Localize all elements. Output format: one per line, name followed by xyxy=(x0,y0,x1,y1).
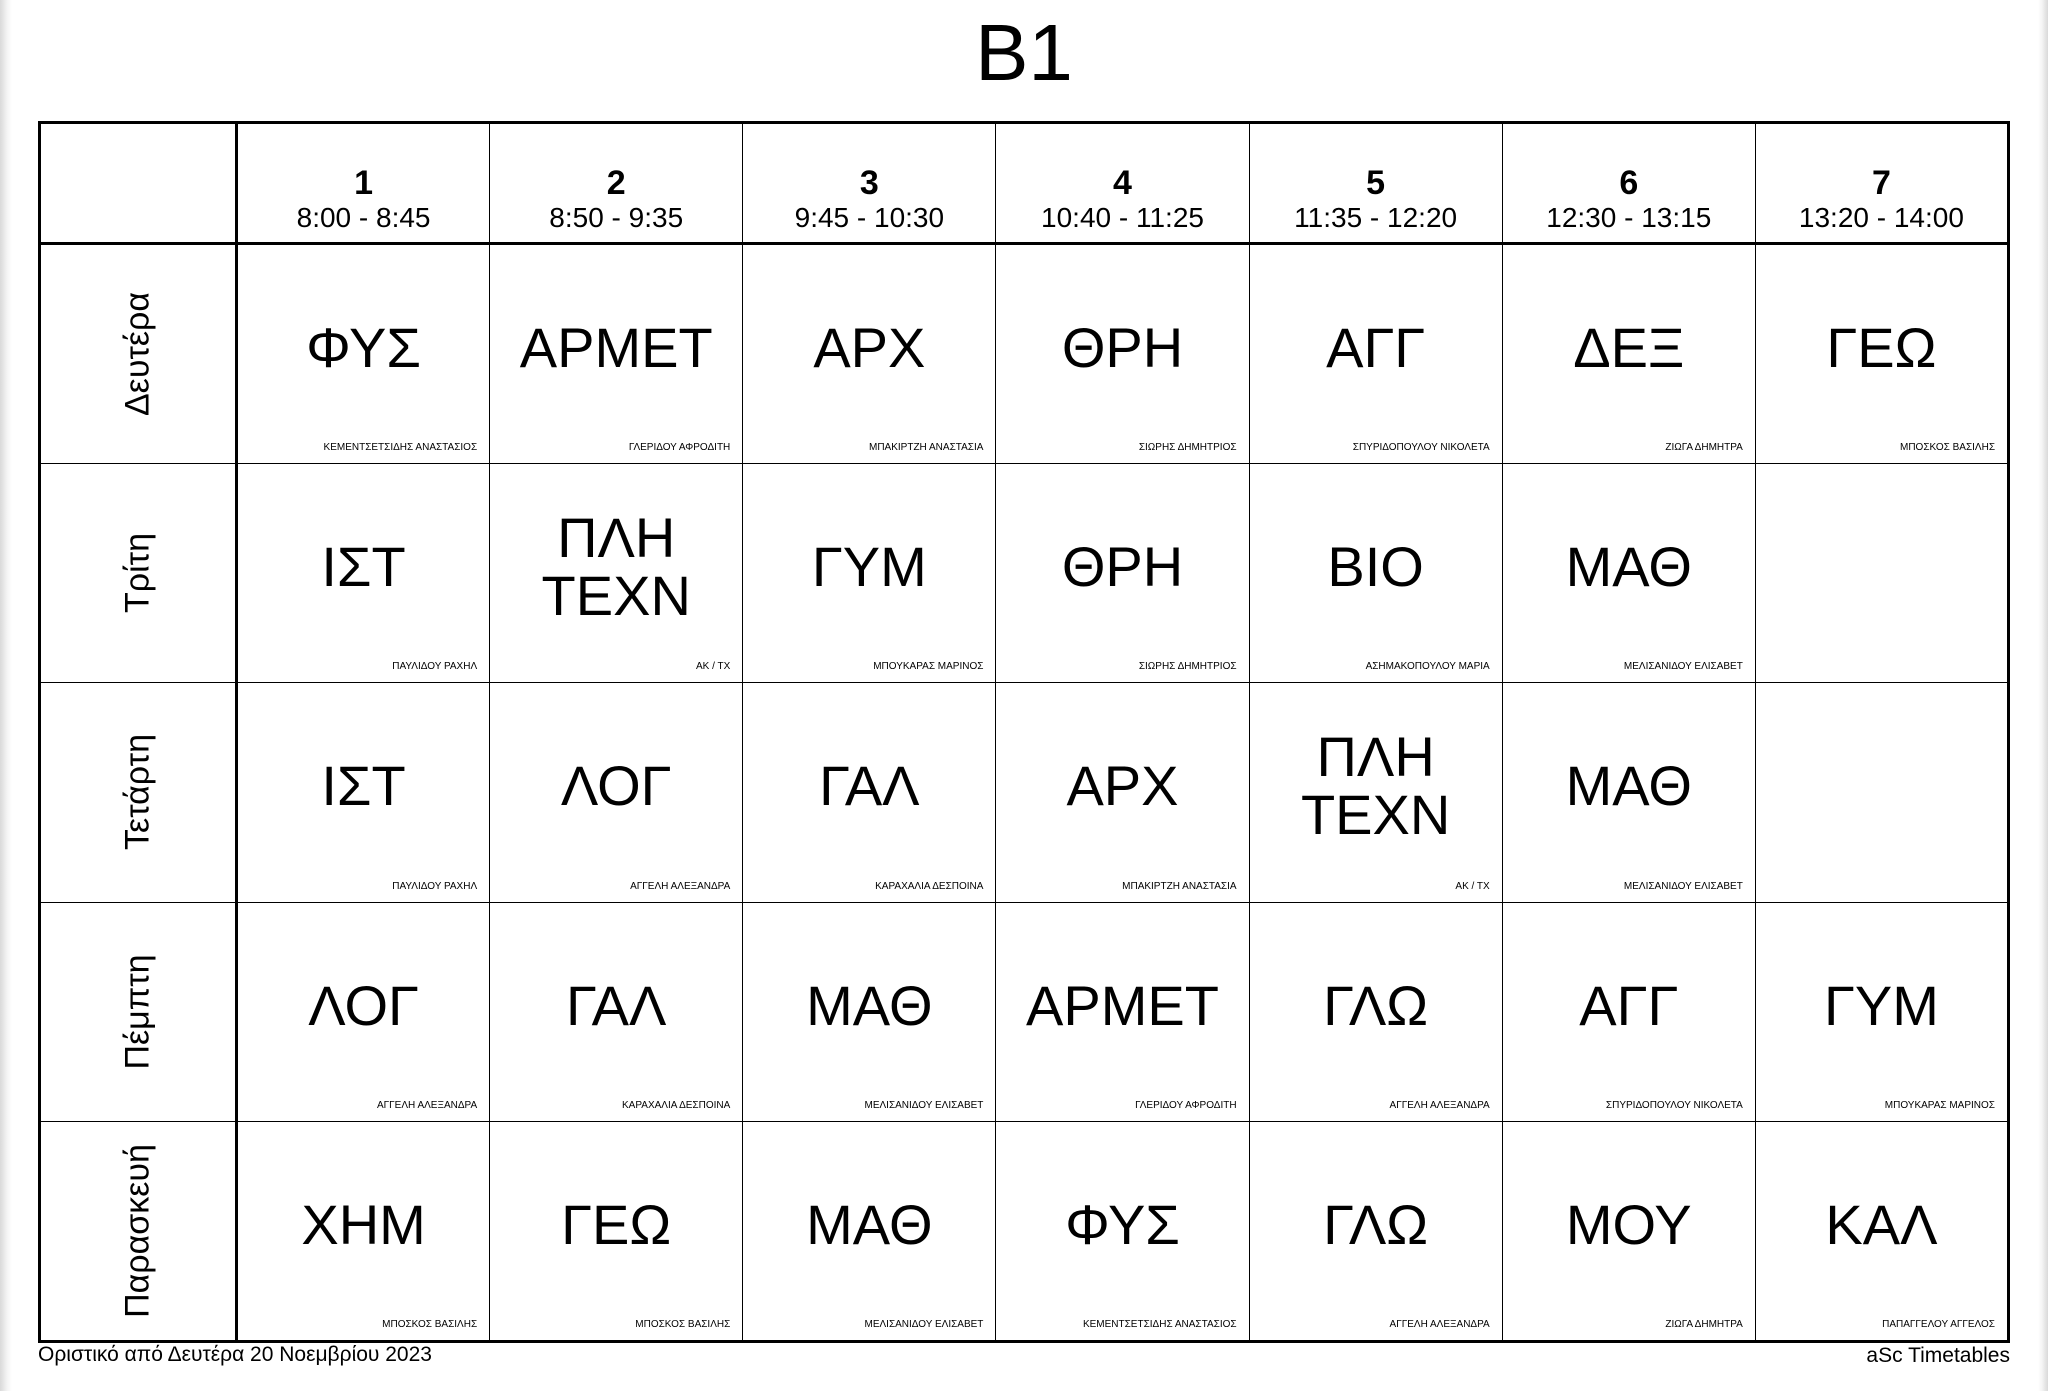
generator-credit: aSc Timetables xyxy=(1866,1344,2010,1367)
day-row-friday xyxy=(40,1121,2009,1341)
subject-code: ΦΥΣ xyxy=(1065,1192,1180,1256)
lesson-cell xyxy=(1249,1121,1502,1341)
teacher-name: ΜΠΟΣΚΟΣ ΒΑΣΙΛΗΣ xyxy=(1900,442,1995,454)
day-row-wednesday xyxy=(40,683,2009,902)
period-time: 12:30 - 13:15 xyxy=(1546,202,1712,233)
period-header-5 xyxy=(1249,123,1502,244)
teacher-name: ΑΚ / ΤΧ xyxy=(696,661,731,673)
subject-code: ΔΕΞ xyxy=(1573,316,1685,380)
subject-code: ΦΥΣ xyxy=(306,316,421,380)
validity-note: Οριστικό από Δευτέρα 20 Νοεμβρίου 2023 xyxy=(38,1343,432,1366)
teacher-name: ΑΓΓΕΛΗ ΑΛΕΞΑΝΔΡΑ xyxy=(630,880,731,892)
lesson-cell xyxy=(996,1121,1249,1341)
period-header-row xyxy=(40,123,2009,244)
day-label: Δευτέρα xyxy=(118,292,157,417)
period-time: 9:45 - 10:30 xyxy=(794,202,945,233)
subject-code: ΑΓΓ xyxy=(1326,316,1426,380)
subject-code: ΠΛΗ ΤΕΧΝ xyxy=(541,506,691,628)
period-time: 10:40 - 11:25 xyxy=(1041,202,1204,233)
teacher-name: ΠΑΥΛΙΔΟΥ ΡΑΧΗΛ xyxy=(392,661,478,673)
subject-code: ΛΟΓ xyxy=(308,973,419,1037)
subject-code: ΓΑΛ xyxy=(565,973,667,1037)
teacher-name: ΚΑΡΑΧΑΛΙΑ ΔΕΣΠΟΙΝΑ xyxy=(622,1099,731,1111)
lesson-cell xyxy=(743,683,996,902)
lesson-cell xyxy=(1755,902,2008,1121)
period-number: 4 xyxy=(1113,164,1132,202)
day-label-cell xyxy=(40,244,237,464)
teacher-name: ΓΛΕΡΙΔΟΥ ΑΦΡΟΔΙΤΗ xyxy=(628,442,731,454)
teacher-name: ΣΠΥΡΙΔΟΠΟΥΛΟΥ ΝΙΚΟΛΕΤΑ xyxy=(1352,442,1490,454)
teacher-name: ΚΕΜΕΝΤΣΕΤΣΙΔΗΣ ΑΝΑΣΤΑΣΙΟΣ xyxy=(1082,1319,1237,1330)
lesson-cell xyxy=(996,902,1249,1121)
subject-code: ΑΓΓ xyxy=(1579,973,1679,1037)
period-header-2 xyxy=(490,123,743,244)
day-label: Παρασκευή xyxy=(118,1143,157,1318)
period-number: 6 xyxy=(1619,164,1639,202)
lesson-cell xyxy=(996,683,1249,902)
corner-cell xyxy=(40,123,237,244)
subject-code: ΠΛΗ ΤΕΧΝ xyxy=(1300,725,1451,847)
subject-code: ΓΥΜ xyxy=(811,535,927,599)
lesson-cell xyxy=(1502,244,1755,464)
period-time: 13:20 - 14:00 xyxy=(1798,202,1964,233)
day-label-cell xyxy=(40,1121,237,1341)
subject-code: ΓΛΩ xyxy=(1323,973,1429,1037)
period-number: 1 xyxy=(354,164,374,202)
subject-code: ΘΡΗ xyxy=(1061,535,1184,599)
lesson-cell xyxy=(237,1121,490,1341)
period-time: 8:00 - 8:45 xyxy=(296,202,431,233)
subject-code: ΜΑΘ xyxy=(806,1192,933,1256)
subject-code: ΧΗΜ xyxy=(301,1192,426,1256)
period-number: 2 xyxy=(606,164,626,202)
subject-code: ΑΡΜΕΤ xyxy=(519,316,713,380)
subject-code: ΑΡΧ xyxy=(1066,754,1179,818)
day-label-cell xyxy=(40,683,237,902)
lesson-cell xyxy=(1502,683,1755,902)
period-header-1 xyxy=(237,123,490,244)
teacher-name: ΚΑΡΑΧΑΛΙΑ ΔΕΣΠΟΙΝΑ xyxy=(875,880,984,892)
teacher-name: ΜΕΛΙΣΑΝΙΔΟΥ ΕΛΙΣΑΒΕΤ xyxy=(864,1319,984,1330)
subject-code: ΜΑΘ xyxy=(806,973,933,1037)
lesson-cell xyxy=(743,902,996,1121)
teacher-name: ΑΣΗΜΑΚΟΠΟΥΛΟΥ ΜΑΡΙΑ xyxy=(1365,661,1490,673)
day-label-cell xyxy=(40,464,237,683)
lesson-cell xyxy=(996,244,1249,464)
lesson-cell xyxy=(1502,1121,1755,1341)
page-title: B1 xyxy=(975,8,1073,97)
day-label: Τρίτη xyxy=(118,533,157,614)
lesson-cell xyxy=(1502,464,1755,683)
lesson-cell xyxy=(237,902,490,1121)
subject-code: ΘΡΗ xyxy=(1061,316,1184,380)
lesson-cell xyxy=(237,683,490,902)
day-label-cell xyxy=(40,902,237,1121)
lesson-cell xyxy=(1249,464,1502,683)
teacher-name: ΣΙΩΡΗΣ ΔΗΜΗΤΡΙΟΣ xyxy=(1138,442,1237,454)
teacher-name: ΖΙΩΓΑ ΔΗΜΗΤΡΑ xyxy=(1665,442,1743,454)
subject-code: ΓΛΩ xyxy=(1323,1192,1429,1256)
lesson-cell xyxy=(743,1121,996,1341)
teacher-name: ΚΕΜΕΝΤΣΕΤΣΙΔΗΣ ΑΝΑΣΤΑΣΙΟΣ xyxy=(323,442,478,454)
period-number: 5 xyxy=(1366,164,1386,202)
teacher-name: ΑΓΓΕΛΗ ΑΛΕΞΑΝΔΡΑ xyxy=(1389,1099,1490,1111)
lesson-cell xyxy=(1502,902,1755,1121)
period-number: 3 xyxy=(859,164,879,202)
teacher-name: ΜΠΟΣΚΟΣ ΒΑΣΙΛΗΣ xyxy=(382,1319,478,1330)
subject-code: ΑΡΜΕΤ xyxy=(1026,973,1219,1037)
teacher-name: ΑΓΓΕΛΗ ΑΛΕΞΑΝΔΡΑ xyxy=(376,1099,478,1111)
period-time: 8:50 - 9:35 xyxy=(549,202,684,233)
lesson-cell xyxy=(1249,902,1502,1121)
period-header-3 xyxy=(743,123,996,244)
subject-code: ΜΑΘ xyxy=(1565,535,1692,599)
teacher-name: ΖΙΩΓΑ ΔΗΜΗΤΡΑ xyxy=(1665,1319,1743,1330)
subject-code: ΓΑΛ xyxy=(819,754,920,818)
subject-code: ΑΡΧ xyxy=(813,316,926,380)
subject-code: ΙΣΤ xyxy=(321,535,406,599)
subject-code: ΛΟΓ xyxy=(560,754,672,818)
lesson-cell xyxy=(237,464,490,683)
lesson-cell-empty xyxy=(1755,683,2008,902)
day-label: Τετάρτη xyxy=(118,734,157,851)
lesson-cell xyxy=(490,683,743,902)
page-edge-right xyxy=(2038,0,2048,1391)
lesson-cell xyxy=(237,244,490,464)
teacher-name: ΜΠΑΚΙΡΤΖΗ ΑΝΑΣΤΑΣΙΑ xyxy=(1122,880,1237,892)
lesson-cell xyxy=(490,902,743,1121)
teacher-name: ΑΓΓΕΛΗ ΑΛΕΞΑΝΔΡΑ xyxy=(1389,1319,1490,1330)
teacher-name: ΣΙΩΡΗΣ ΔΗΜΗΤΡΙΟΣ xyxy=(1138,661,1237,673)
subject-code: ΙΣΤ xyxy=(321,754,406,818)
period-number: 7 xyxy=(1871,164,1891,202)
teacher-name: ΜΠΟΥΚΑΡΑΣ ΜΑΡΙΝΟΣ xyxy=(1884,1099,1995,1111)
subject-code: ΜΟΥ xyxy=(1565,1192,1692,1256)
subject-code: ΓΥΜ xyxy=(1824,973,1939,1037)
period-header-7 xyxy=(1755,123,2008,244)
teacher-name: ΣΠΥΡΙΔΟΠΟΥΛΟΥ ΝΙΚΟΛΕΤΑ xyxy=(1605,1099,1743,1111)
teacher-name: ΜΠΟΥΚΑΡΑΣ ΜΑΡΙΝΟΣ xyxy=(873,661,984,673)
teacher-name: ΜΕΛΙΣΑΝΙΔΟΥ ΕΛΙΣΑΒΕΤ xyxy=(864,1099,984,1111)
period-header-4 xyxy=(996,123,1249,244)
lesson-cell xyxy=(490,1121,743,1341)
day-row-thursday xyxy=(40,902,2009,1121)
lesson-cell xyxy=(996,464,1249,683)
subject-code: ΓΕΩ xyxy=(561,1192,672,1256)
period-header-6 xyxy=(1502,123,1755,244)
subject-code: ΜΑΘ xyxy=(1565,754,1692,818)
subject-code: ΚΑΛ xyxy=(1825,1192,1938,1256)
lesson-cell xyxy=(743,244,996,464)
page-edge-left xyxy=(0,0,12,1391)
teacher-name: ΜΠΑΚΙΡΤΖΗ ΑΝΑΣΤΑΣΙΑ xyxy=(869,442,984,454)
teacher-name: ΑΚ / ΤΧ xyxy=(1455,880,1490,892)
timetable-grid xyxy=(38,121,2010,1343)
period-time: 11:35 - 12:20 xyxy=(1294,202,1458,233)
day-label: Πέμπτη xyxy=(118,954,157,1070)
teacher-name: ΜΠΟΣΚΟΣ ΒΑΣΙΛΗΣ xyxy=(635,1319,731,1330)
day-row-tuesday xyxy=(40,464,2009,683)
lesson-cell xyxy=(1249,244,1502,464)
lesson-cell xyxy=(490,464,743,683)
lesson-cell xyxy=(490,244,743,464)
lesson-cell-empty xyxy=(1755,464,2008,683)
subject-code: ΒΙΟ xyxy=(1327,535,1424,599)
teacher-name: ΓΛΕΡΙΔΟΥ ΑΦΡΟΔΙΤΗ xyxy=(1135,1099,1237,1111)
lesson-cell xyxy=(1755,244,2008,464)
teacher-name: ΠΑΠΑΓΓΕΛΟΥ ΑΓΓΕΛΟΣ xyxy=(1882,1319,1995,1330)
lesson-cell xyxy=(743,464,996,683)
subject-code: ΓΕΩ xyxy=(1826,316,1937,380)
teacher-name: ΜΕΛΙΣΑΝΙΔΟΥ ΕΛΙΣΑΒΕΤ xyxy=(1623,661,1743,673)
day-row-monday xyxy=(40,244,2009,464)
teacher-name: ΜΕΛΙΣΑΝΙΔΟΥ ΕΛΙΣΑΒΕΤ xyxy=(1623,880,1743,892)
teacher-name: ΠΑΥΛΙΔΟΥ ΡΑΧΗΛ xyxy=(392,880,478,892)
lesson-cell xyxy=(1755,1121,2008,1341)
lesson-cell xyxy=(1249,683,1502,902)
